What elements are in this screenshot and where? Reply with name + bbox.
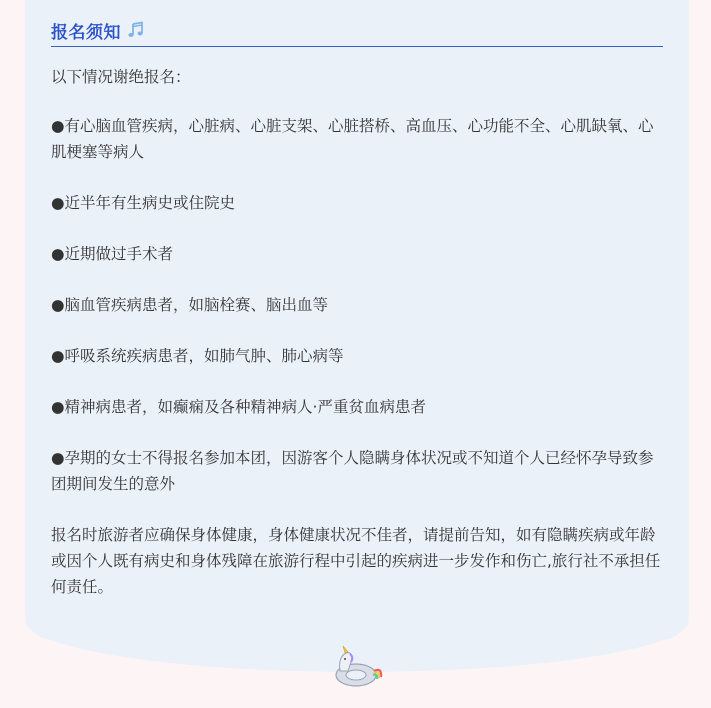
section-title: 报名须知 — [51, 23, 121, 43]
notice-item: ●有心脑血管疾病，心脏病、心脏支架、心脏搭桥、高血压、心功能不全、心肌缺氧、心肌梗塞等病人 — [51, 117, 654, 161]
notice-footer: 报名时旅游者应确保身体健康，身体健康状况不佳者，请提前告知，如有隐瞒疾病或年龄或因个人既有病史和身体残障在旅游行程中引起的疾病进一步发作和伤亡,旅行社不承担任何责任。 — [51, 526, 661, 596]
section-header — [51, 14, 663, 47]
notice-item: ●近半年有生病史或住院史 — [51, 194, 236, 212]
notice-item: ●脑血管疾病患者，如脑栓赛、脑出血等 — [51, 296, 329, 314]
notice-item: ●呼吸系统疾病患者，如肺气肿、肺心病等 — [51, 347, 344, 365]
unicorn-float-icon — [330, 645, 386, 691]
notice-intro: 以下情况谢绝报名： — [51, 68, 191, 86]
notice-item: ●近期做过手术者 — [51, 245, 174, 263]
notice-item: ●精神病患者，如癫痫及各种精神病人·严重贫血病患者 — [51, 398, 426, 416]
notice-content — [51, 64, 667, 625]
music-note-icon — [127, 21, 145, 39]
notice-item: ●孕期的女士不得报名参加本团，因游客个人隐瞒身体状况或不知道个人已经怀孕导致参团期间发生的意外 — [51, 449, 654, 493]
